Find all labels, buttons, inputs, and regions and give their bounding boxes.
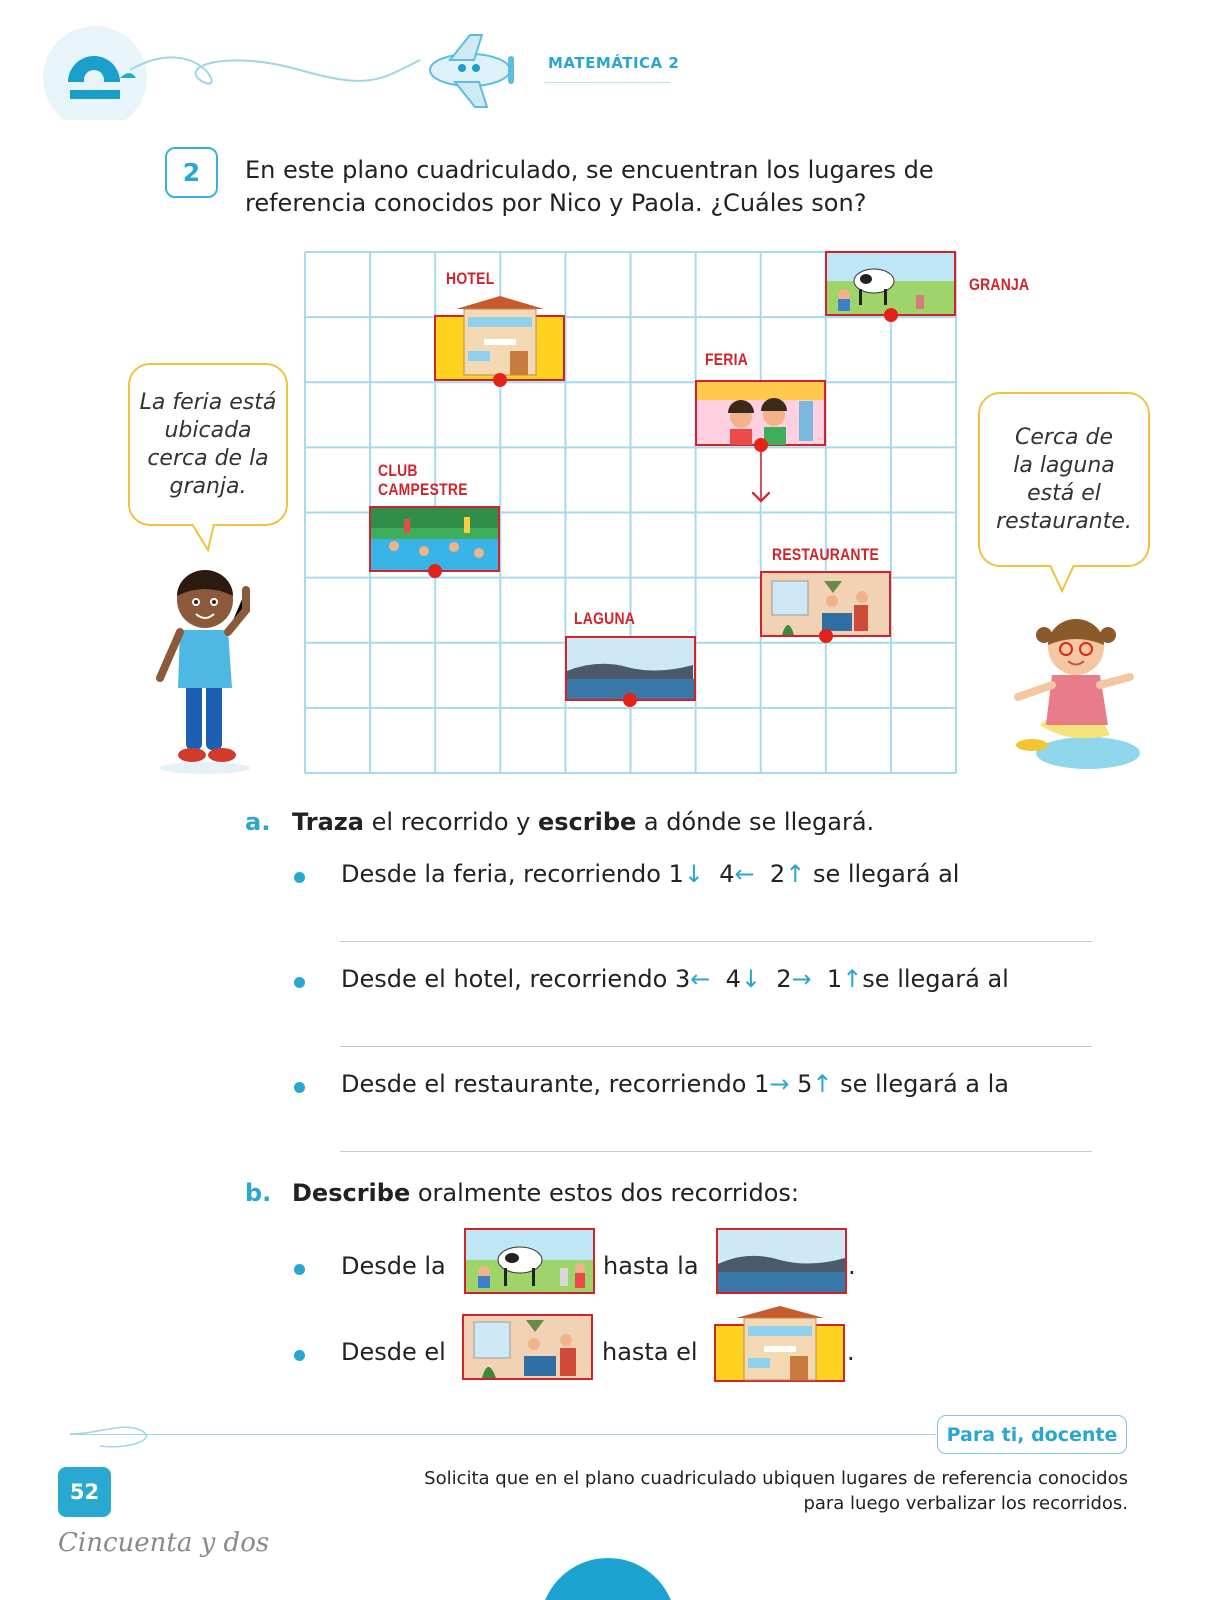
bubble-paola-line-2: la laguna — [1013, 452, 1115, 478]
label-club-line-1: CLUB — [378, 461, 418, 480]
section-a-instruction — [292, 808, 874, 836]
arrow-left-icon: ← — [690, 965, 711, 993]
laguna-picture — [566, 637, 695, 700]
granja-point — [884, 308, 898, 322]
exercise-prompt-line-2: referencia conocidos por Nico y Paola. ¿Cuáles son? — [245, 189, 867, 217]
route-2-end: se llegará al — [862, 965, 1009, 993]
teacher-note-line-1: Solicita que en el plano cuadriculado ubiquen lugares de referencia conocidos — [424, 1468, 1128, 1489]
route-item-1 — [341, 860, 959, 888]
route-2-step-3-num: 2 — [776, 965, 792, 993]
bullet-b2 — [294, 1350, 305, 1361]
hotel-thumbnail — [714, 1304, 847, 1384]
label-laguna: LAGUNA — [574, 609, 636, 628]
laguna-thumbnail — [716, 1228, 847, 1294]
header-decoration — [0, 20, 560, 120]
section-b-letter: b. — [245, 1179, 272, 1207]
speech-bubble-paola — [978, 392, 1150, 567]
page-number-words: Cincuenta y dos — [58, 1528, 270, 1558]
teacher-note-line-2: para luego verbalizar los recorridos. — [803, 1493, 1128, 1514]
route-2-step-1-num: 3 — [674, 965, 691, 993]
laguna-point — [623, 693, 637, 707]
club-campestre-point — [428, 564, 442, 578]
bullet-b1 — [294, 1264, 305, 1275]
arrow-up-icon: ↑ — [812, 1070, 833, 1098]
feria-picture — [696, 381, 825, 445]
bubble-nico-line-1: La feria está — [139, 389, 277, 415]
route-3-start: Desde el restaurante, recorriendo — [341, 1070, 755, 1098]
bullet-a1 — [294, 872, 305, 883]
bubble-tail-nico — [190, 524, 230, 554]
exercise-prompt — [245, 154, 1045, 220]
para-ti-docente-badge: Para ti, docente — [937, 1415, 1127, 1454]
route-1-end: se llegará al — [812, 860, 960, 888]
arrow-down-icon: ↓ — [740, 965, 761, 993]
bubble-paola-line-1: Cerca de — [1014, 424, 1113, 450]
page-number: 52 — [58, 1467, 111, 1517]
route-2-start: Desde el hotel, recorriendo — [341, 965, 675, 993]
bubble-nico-line-4: granja. — [169, 473, 247, 499]
route-3-step-1-num: 1 — [754, 1070, 770, 1098]
bubble-nico-line-3: cerca de la — [147, 445, 269, 471]
hotel-picture — [435, 296, 564, 380]
hotel-point — [493, 373, 507, 387]
speech-bubble-nico — [128, 363, 288, 526]
row2-desde: Desde el — [341, 1338, 446, 1366]
label-restaurante: RESTAURANTE — [772, 545, 880, 564]
restaurante-point — [819, 629, 833, 643]
exercise-prompt-line-1: En este plano cuadriculado, se encuentran los lugares de — [245, 156, 934, 184]
route-item-3 — [341, 1070, 1009, 1098]
route-2-step-2-num: 4 — [725, 965, 741, 993]
header-title: MATEMÁTICA 2 — [548, 54, 680, 72]
nico-character — [150, 560, 260, 775]
answer-line-3[interactable] — [340, 1151, 1092, 1152]
section-b-bold-describe: Describe — [292, 1179, 411, 1207]
arrow-right-icon: → — [791, 965, 812, 993]
label-feria: FERIA — [705, 350, 749, 369]
granja-picture — [826, 252, 955, 315]
row2-period: . — [847, 1338, 855, 1366]
arrow-up-icon: ↑ — [785, 860, 806, 888]
answer-line-2[interactable] — [340, 1046, 1092, 1047]
arrow-up-icon: ↑ — [842, 965, 863, 993]
restaurante-picture — [761, 572, 890, 636]
bottom-decoration-circle — [540, 1558, 676, 1600]
arrow-right-icon: → — [769, 1070, 790, 1098]
label-club — [378, 461, 468, 499]
route-1-start: Desde la feria, recorriendo — [341, 860, 669, 888]
restaurante-thumbnail — [462, 1314, 593, 1380]
footer-swirl — [70, 1420, 200, 1460]
teacher-note — [330, 1466, 1128, 1516]
grid-map — [304, 251, 957, 774]
paola-character — [1000, 605, 1145, 775]
route-1-step-3-num: 2 — [769, 860, 786, 888]
label-hotel: HOTEL — [446, 269, 495, 288]
bubble-paola-line-3: está el — [1027, 480, 1101, 506]
bubble-paola-line-4: restaurante. — [996, 508, 1132, 534]
arrow-left-icon: ← — [734, 860, 755, 888]
route-item-2 — [341, 965, 1009, 993]
section-a-bold-traza: Traza — [292, 808, 364, 836]
row1-desde: Desde la — [341, 1252, 446, 1280]
route-2-step-4-num: 1 — [826, 965, 843, 993]
section-a-text-2: a dónde se llegará. — [636, 808, 875, 836]
exercise-number: 2 — [165, 147, 218, 198]
route-3-end: se llegará a la — [840, 1070, 1010, 1098]
row1-hasta: hasta la — [603, 1252, 699, 1280]
section-a-text-1: el recorrido y — [363, 808, 538, 836]
section-b-instruction — [292, 1179, 799, 1207]
bullet-a2 — [294, 977, 305, 988]
bullet-a3 — [294, 1082, 305, 1093]
section-b-text: oralmente estos dos recorridos: — [410, 1179, 799, 1207]
club-campestre-picture — [370, 507, 499, 571]
route-3-step-2-num: 5 — [797, 1070, 813, 1098]
route-1-step-2-num: 4 — [719, 860, 735, 888]
label-granja: GRANJA — [969, 275, 1030, 294]
header-underline — [544, 82, 670, 83]
section-a-letter: a. — [245, 808, 271, 836]
section-a-bold-escribe: escribe — [537, 808, 637, 836]
answer-line-1[interactable] — [340, 941, 1092, 942]
bubble-nico-line-2: ubicada — [164, 417, 252, 443]
airplane-icon — [430, 35, 514, 107]
label-club-line-2: CAMPESTRE — [378, 480, 468, 499]
arrow-down-icon: ↓ — [683, 860, 704, 888]
route-1-step-1-num: 1 — [668, 860, 684, 888]
row1-period: . — [848, 1252, 856, 1280]
granja-thumbnail — [464, 1228, 595, 1294]
bubble-tail-paola — [1048, 565, 1088, 595]
row2-hasta: hasta el — [602, 1338, 698, 1366]
